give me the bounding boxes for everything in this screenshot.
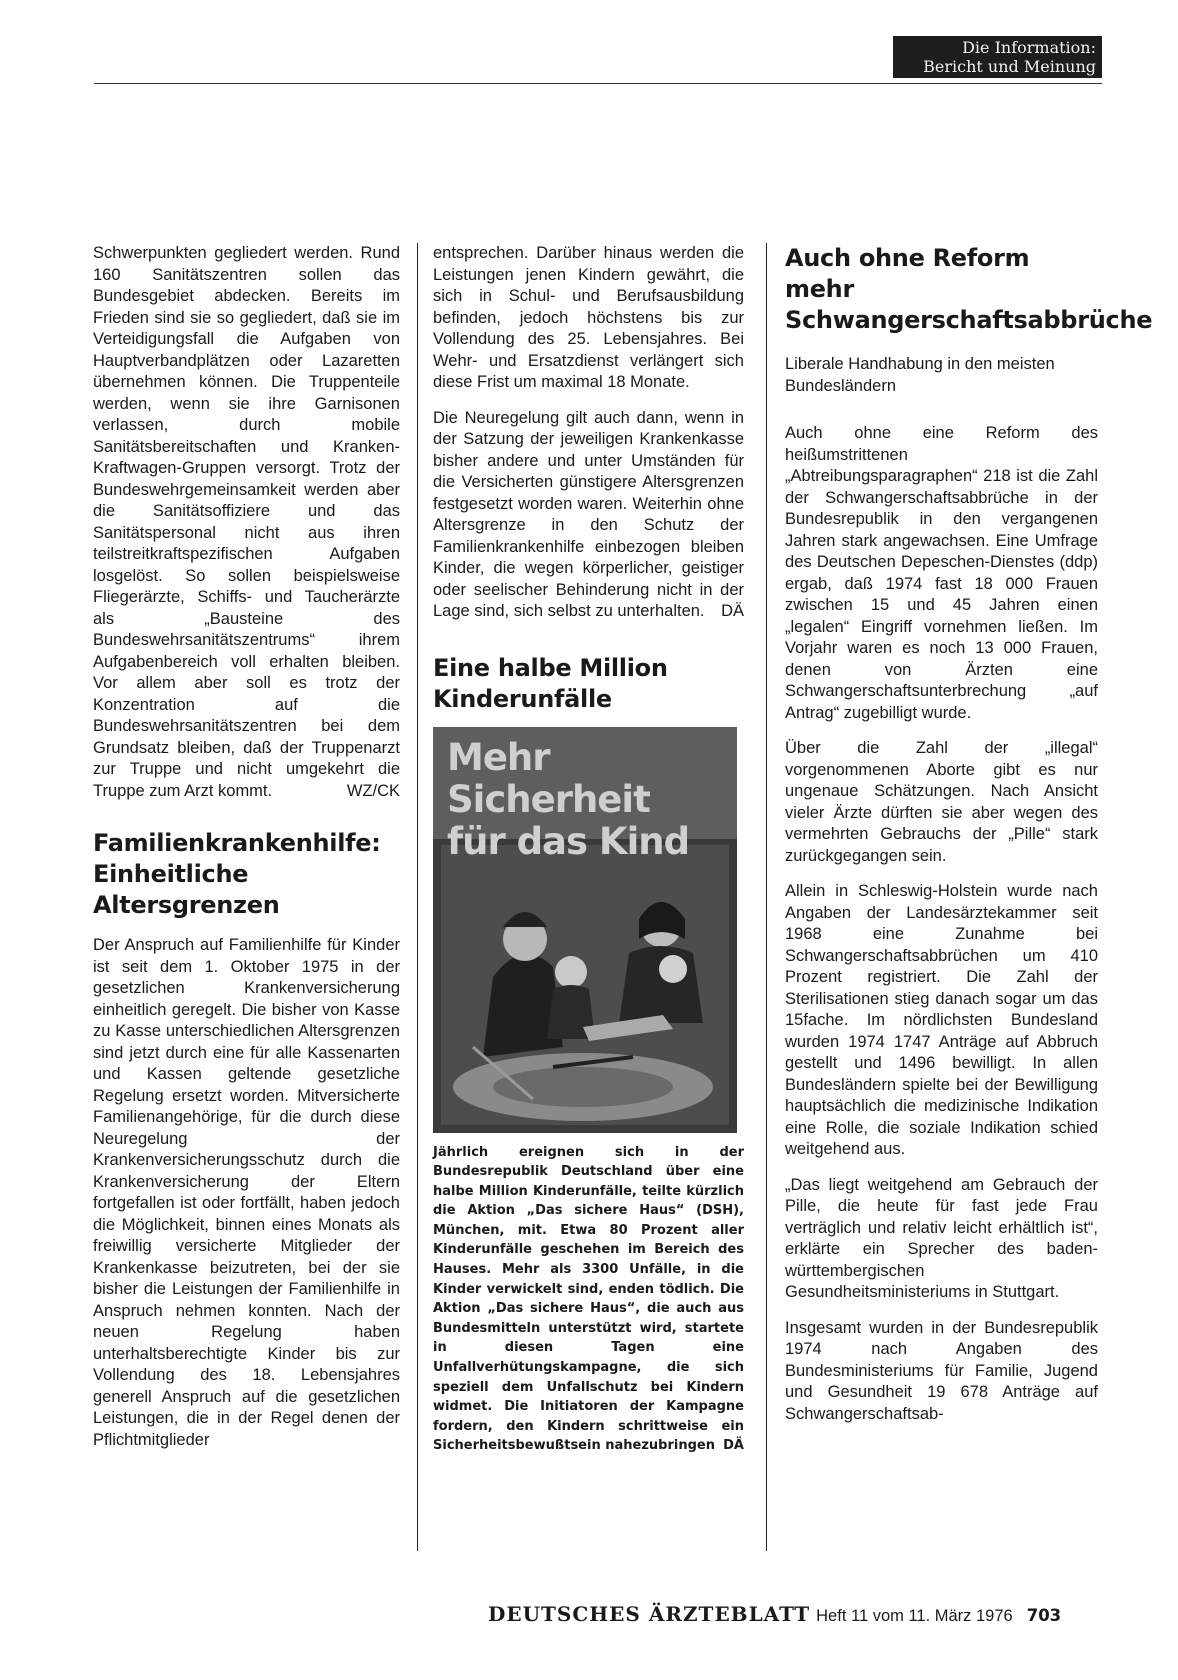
issue-info: Heft 11 vom 11. März 1976	[816, 1607, 1013, 1625]
article-paragraph: Insgesamt wurden in der Bundesrepublik 1974 nach Angaben des Bundesministeriums für Familie, Jugend und Gesundheit 19 678 Anträge auf Schwangerschaftsab-	[785, 1318, 1098, 1423]
header-rule	[94, 83, 1102, 84]
article-paragraph	[433, 408, 744, 623]
author-sign: WZ/CK	[346, 781, 400, 800]
paragraph-text: Schwerpunkten gegliedert werden. Rund 160 Sanitätszentren sollen das Bundesgebiet abdecken. Bereits im Frieden sind sie so gegliedert, daß sie im Verteidigungsfall die Aufgaben von Hauptverbandplätzen oder Lazaretten übernehmen können. Die Truppenteile werden, wenn sie ihre Garnisonen verlassen, durch mobile Sanitätsbereitschaften und Kranken-Kraftwagen-Gruppen versorgt. Trotz der Bundeswehrgemeinsamkeit werden aber die Sanitätsoffiziere und das Sanitätspersonal nicht aus ihren teilstreitkraftspezifischen Aufgaben losgelöst. So sollen beispielsweise Fliegerärzte, Schiffs- und Taucherärzte als „Bausteine des Bundeswehrsanitätszentrums“ ihrem Aufgabenbereich voll erhalten bleiben. Vor allem aber soll es trotz der Konzentration auf die Bundeswehrsanitätszentren bei dem Grundsatz bleiben, daß der Truppenarzt zur Truppe und nicht umgekehrt die Truppe zum Arzt kommt.	[93, 244, 400, 800]
column-divider-left	[417, 243, 418, 1551]
subheadline: Liberale Handhabung in den meisten Bundesländern	[785, 355, 1055, 395]
section-badge	[893, 36, 1102, 78]
author-sign: DÄ	[723, 1438, 744, 1454]
column-middle	[433, 243, 744, 1470]
page-number: 703	[1026, 1606, 1062, 1625]
section-badge-line1: Die Information:	[962, 38, 1096, 57]
article-paragraph: Der Anspruch auf Familienhilfe für Kinder ist seit dem 1. Oktober 1975 in der gesetzlichen Krankenversicherung einheitlich geregelt. Die bisher von Kasse zu Kasse unterschiedlichen Altersgrenzen sind jetzt durch eine für alle Kassenarten und Kassen geltende gesetzliche Regelung ersetzt worden. Mitversicherte Familienangehörige, für die durch diese Neuregelung der Krankenversicherungsschutz durch die Krankenversicherung der Eltern fortgefallen ist oder fortfällt, haben jedoch die Möglichkeit, binnen eines Monats als freiwillig versicherte Mitglieder der Krankenkasse beizutreten, bei der sie bisher die Leistungen der Familienhilfe in Anspruch nehmen konnten. Nach der neuen Regelung haben unterhaltsberechtigte Kinder bis zur Vollendung des 18. Lebensjahres generell Anspruch auf die gesetzlichen Leistungen, die in der Regel denen der Pflichtmitglieder	[93, 936, 400, 1449]
poster-title	[447, 737, 737, 863]
article-paragraph: Allein in Schleswig-Holstein wurde nach Angaben der Landesärztekammer seit 1968 eine Zunahme bei Schwangerschaftsabbrüchen um 410 Prozent registriert. Die Zahl der Sterilisationen stieg danach sogar um das 15fache. Im nördlichsten Bundesland wurden 1974 1747 Anträge auf Abbruch gestellt und 1496 bewilligt. In allen Bundesländern spielte bei der Bewilligung hauptsächlich die medizinische Indikation eine Rolle, die soziale Indikation schied weitgehend aus.	[785, 882, 1098, 1158]
headline-kinderunfaelle: Eine halbe Million Kinderunfälle	[433, 653, 668, 713]
column-divider-right	[766, 243, 767, 1551]
article-paragraph: Über die Zahl der „illegal“ vorgenommenen Aborte gibt es nur ungenaue Schätzungen. Nach Ansicht vieler Ärzte dürften sie aber wegen des vermehrten Gebrauchs der „Pille“ stark zurückgegangen sein.	[785, 739, 1098, 865]
headline-familienkrankenhilfe: Familienkrankenhilfe: Einheitliche Altersgrenzen	[93, 829, 381, 919]
poster-image	[433, 727, 737, 1133]
article-paragraph: entsprechen. Darüber hinaus werden die Leistungen jenen Kindern gewährt, die sich in Schul- und Berufsausbildung befinden, jedoch höchstens bis zur Vollendung des 25. Lebensjahres. Bei Wehr- und Ersatzdienst verlängert sich diese Frist um maximal 18 Monate.	[433, 244, 744, 391]
poster-title-line2: für das Kind	[447, 819, 690, 863]
author-sign: DÄ	[721, 602, 744, 620]
article-paragraph: Auch ohne eine Reform des heißumstrittenen „Abtreibungsparagraphen“ 218 ist die Zahl der Schwangerschaftsabbrüche in der Bundesrepublik in den vergangenen Jahren stark angewachsen. Eine Umfrage des Deutschen Depeschen-Dienstes (ddp) ergab, daß 1974 fast 18 000 Frauen zwischen 15 und 45 Jahren einen „legalen“ Eingriff vornehmen ließen. Im Vorjahr waren es noch 13 000 Frauen, denen von Ärzten eine Schwangerschaftsunterbrechung „auf Antrag“ zugebilligt wurde.	[785, 424, 1098, 722]
masthead: DEUTSCHES ÄRZTEBLATT	[488, 1602, 811, 1626]
page-footer	[488, 1602, 1102, 1626]
paragraph-text: Die Neuregelung gilt auch dann, wenn in der Satzung der jeweiligen Krankenkasse bisher andere und unter Umständen für die Versicherten günstigere Altersgrenzen festgesetzt worden waren. Weiterhin ohne Altersgrenze in den Schutz der Familienkrankenhilfe einbezogen bleiben Kinder, die wegen körperlicher, geistiger oder seelischer Behinderung nicht in der Lage sind, sich selbst zu unterhalten.	[433, 408, 744, 620]
column-right	[785, 243, 1153, 1439]
image-caption	[433, 1143, 744, 1457]
caption-text: Jährlich ereignen sich in der Bundesrepublik Deutschland über eine halbe Million Kinderunfälle, teilte kürzlich die Aktion „Das sichere Haus“ (DSH), München, mit. Etwa 80 Prozent aller Kinderunfälle geschehen im Bereich des Hauses. Mehr als 3300 Unfälle, in die Kinder verwickelt sind, enden tödlich. Die Aktion „Das sichere Haus“, die auch aus Bundesmitteln unterstützt wird, startete in diesen Tagen eine Unfallverhütungskampagne, die sich speziell dem Unfallschutz bei Kindern widmet. Die Initiatoren der Kampagne fordern, den Kindern schrittweise ein Sicherheitsbewußtsein nahezubringen	[433, 1144, 744, 1454]
poster-title-line1: Mehr Sicherheit	[447, 735, 650, 821]
headline-schwangerschaftsabbrueche: Auch ohne Reform mehr Schwangerschaftsabbrüche	[785, 244, 1153, 334]
article-paragraph	[93, 243, 400, 802]
column-left	[93, 243, 400, 1465]
article-paragraph: „Das liegt weitgehend am Gebrauch der Pille, die heute für fast jede Frau verträglich und relativ leicht erhältlich ist“, erklärte ein Sprecher des baden-württembergischen Gesundheitsministeriums in Stuttgart.	[785, 1175, 1098, 1301]
section-badge-line2: Bericht und Meinung	[923, 57, 1096, 76]
